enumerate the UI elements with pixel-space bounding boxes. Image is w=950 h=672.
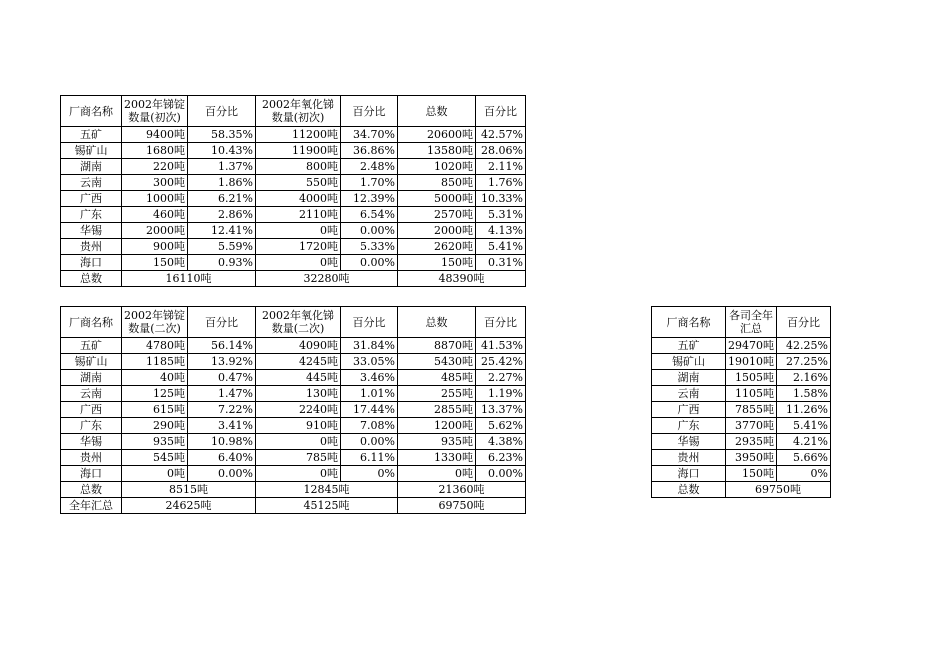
table-cell: 255吨 <box>398 386 476 402</box>
col-header: 2002年氧化锑数量(二次) <box>256 307 341 338</box>
table-cell: 25.42% <box>476 354 526 370</box>
table-cell: 4.38% <box>476 434 526 450</box>
vendor-name: 广西 <box>652 402 726 418</box>
summary-label: 总数 <box>61 482 122 498</box>
table-cell: 1.37% <box>188 159 256 175</box>
table-cell: 0.31% <box>476 255 526 271</box>
table-cell: 1.86% <box>188 175 256 191</box>
table-cell: 58.35% <box>188 127 256 143</box>
table-cell: 1000吨 <box>122 191 188 207</box>
table-row <box>652 402 831 418</box>
table-cell: 4090吨 <box>256 338 341 354</box>
table-cell: 1.76% <box>476 175 526 191</box>
vendor-name: 云南 <box>652 386 726 402</box>
t2-body <box>61 307 526 514</box>
table-cell: 150吨 <box>726 466 777 482</box>
table-cell: 6.21% <box>188 191 256 207</box>
table-row <box>61 418 526 434</box>
table-cell: 1.47% <box>188 386 256 402</box>
table-cell: 2935吨 <box>726 434 777 450</box>
table-cell: 0.00% <box>341 434 398 450</box>
table-cell: 4780吨 <box>122 338 188 354</box>
col-header: 总数 <box>398 96 476 127</box>
table-cell: 7855吨 <box>726 402 777 418</box>
table-cell: 2.16% <box>777 370 831 386</box>
vendor-name: 海口 <box>61 255 122 271</box>
table-cell: 4.21% <box>777 434 831 450</box>
table-cell: 1.58% <box>777 386 831 402</box>
vendor-name: 锡矿山 <box>61 143 122 159</box>
table-cell: 0吨 <box>256 434 341 450</box>
table-cell: 17.44% <box>341 402 398 418</box>
col-header: 厂商名称 <box>61 307 122 338</box>
summary-label: 总数 <box>61 271 122 287</box>
table-cell: 56.14% <box>188 338 256 354</box>
table-cell: 900吨 <box>122 239 188 255</box>
vendor-name: 华锡 <box>61 434 122 450</box>
table-cell: 13580吨 <box>398 143 476 159</box>
summary-label: 总数 <box>652 482 726 498</box>
table-cell: 615吨 <box>122 402 188 418</box>
table-cell: 19010吨 <box>726 354 777 370</box>
table-row <box>61 223 526 239</box>
col-header: 厂商名称 <box>61 96 122 127</box>
total-row <box>61 271 526 287</box>
table-cell: 9400吨 <box>122 127 188 143</box>
summary-value: 69750吨 <box>726 482 831 498</box>
table-cell: 1330吨 <box>398 450 476 466</box>
table-cell: 3.46% <box>341 370 398 386</box>
vendor-name: 锡矿山 <box>652 354 726 370</box>
vendor-name: 海口 <box>61 466 122 482</box>
table-cell: 0.00% <box>341 255 398 271</box>
table-cell: 1.01% <box>341 386 398 402</box>
table-cell: 12.39% <box>341 191 398 207</box>
table-row <box>61 159 526 175</box>
table-cell: 6.40% <box>188 450 256 466</box>
table-cell: 1200吨 <box>398 418 476 434</box>
initial-production-table <box>60 95 526 287</box>
table-cell: 150吨 <box>398 255 476 271</box>
table-cell: 220吨 <box>122 159 188 175</box>
vendor-name: 湖南 <box>61 370 122 386</box>
table-cell: 7.08% <box>341 418 398 434</box>
t1-body <box>61 96 526 287</box>
summary-value: 48390吨 <box>398 271 526 287</box>
vendor-name: 五矿 <box>61 338 122 354</box>
table-cell: 2.48% <box>341 159 398 175</box>
table-cell: 20600吨 <box>398 127 476 143</box>
table-cell: 11200吨 <box>256 127 341 143</box>
table-cell: 0% <box>341 466 398 482</box>
vendor-name: 广西 <box>61 402 122 418</box>
table-cell: 2570吨 <box>398 207 476 223</box>
table-cell: 0.00% <box>341 223 398 239</box>
table-cell: 5.41% <box>777 418 831 434</box>
table-cell: 130吨 <box>256 386 341 402</box>
table-cell: 42.57% <box>476 127 526 143</box>
table-cell: 0吨 <box>256 255 341 271</box>
table-row <box>652 386 831 402</box>
table-cell: 2000吨 <box>398 223 476 239</box>
vendor-name: 五矿 <box>61 127 122 143</box>
vendor-name: 五矿 <box>652 338 726 354</box>
table-cell: 800吨 <box>256 159 341 175</box>
table-cell: 7.22% <box>188 402 256 418</box>
table-row <box>652 434 831 450</box>
table-cell: 1.19% <box>476 386 526 402</box>
table-row <box>652 338 831 354</box>
col-header: 各司全年汇总 <box>726 307 777 338</box>
table-cell: 5430吨 <box>398 354 476 370</box>
vendor-name: 锡矿山 <box>61 354 122 370</box>
table-cell: 2.86% <box>188 207 256 223</box>
table-cell: 290吨 <box>122 418 188 434</box>
table-cell: 935吨 <box>122 434 188 450</box>
table-cell: 935吨 <box>398 434 476 450</box>
vendor-name: 云南 <box>61 175 122 191</box>
secondary-production-table <box>60 306 526 514</box>
table-cell: 5.59% <box>188 239 256 255</box>
table-cell: 1505吨 <box>726 370 777 386</box>
table-cell: 1.70% <box>341 175 398 191</box>
table-cell: 40吨 <box>122 370 188 386</box>
table-cell: 2240吨 <box>256 402 341 418</box>
table-row <box>61 386 526 402</box>
vendor-name: 广东 <box>652 418 726 434</box>
table-row <box>61 255 526 271</box>
table-cell: 2855吨 <box>398 402 476 418</box>
table-cell: 10.98% <box>188 434 256 450</box>
summary-value: 21360吨 <box>398 482 526 498</box>
t3-body <box>652 307 831 498</box>
table-cell: 3950吨 <box>726 450 777 466</box>
table-row <box>652 370 831 386</box>
table-cell: 125吨 <box>122 386 188 402</box>
table-cell: 150吨 <box>122 255 188 271</box>
table-cell: 8870吨 <box>398 338 476 354</box>
table-row <box>61 354 526 370</box>
table-cell: 41.53% <box>476 338 526 354</box>
table-cell: 11.26% <box>777 402 831 418</box>
table-row <box>652 450 831 466</box>
table-cell: 5000吨 <box>398 191 476 207</box>
table-cell: 10.33% <box>476 191 526 207</box>
table-cell: 5.31% <box>476 207 526 223</box>
total-row <box>652 482 831 498</box>
table-cell: 2000吨 <box>122 223 188 239</box>
table-row <box>61 450 526 466</box>
vendor-name: 广东 <box>61 207 122 223</box>
table-cell: 0吨 <box>256 223 341 239</box>
table-cell: 27.25% <box>777 354 831 370</box>
col-header: 2002年氧化锑数量(初次) <box>256 96 341 127</box>
table-cell: 0.00% <box>188 466 256 482</box>
col-header: 总数 <box>398 307 476 338</box>
col-header: 百分比 <box>476 96 526 127</box>
vendor-name: 广西 <box>61 191 122 207</box>
summary-label: 全年汇总 <box>61 498 122 514</box>
table-row <box>61 191 526 207</box>
table-cell: 0吨 <box>256 466 341 482</box>
col-header: 厂商名称 <box>652 307 726 338</box>
table-cell: 5.62% <box>476 418 526 434</box>
header-row <box>652 307 831 338</box>
table-cell: 850吨 <box>398 175 476 191</box>
header-row <box>61 307 526 338</box>
col-header: 2002年锑锭数量(初次) <box>122 96 188 127</box>
annual-total-row <box>61 498 526 514</box>
table-cell: 4245吨 <box>256 354 341 370</box>
summary-value: 32280吨 <box>256 271 398 287</box>
table-cell: 1105吨 <box>726 386 777 402</box>
table-row <box>61 370 526 386</box>
col-header: 百分比 <box>341 307 398 338</box>
table-row <box>61 338 526 354</box>
table-cell: 1185吨 <box>122 354 188 370</box>
table-cell: 5.41% <box>476 239 526 255</box>
table-cell: 6.54% <box>341 207 398 223</box>
table-cell: 33.05% <box>341 354 398 370</box>
table-cell: 545吨 <box>122 450 188 466</box>
vendor-name: 湖南 <box>652 370 726 386</box>
table-cell: 36.86% <box>341 143 398 159</box>
table-cell: 0吨 <box>398 466 476 482</box>
table-cell: 460吨 <box>122 207 188 223</box>
table-cell: 0.47% <box>188 370 256 386</box>
table-row <box>61 434 526 450</box>
summary-value: 16110吨 <box>122 271 256 287</box>
table-cell: 42.25% <box>777 338 831 354</box>
table-cell: 0% <box>777 466 831 482</box>
table-cell: 29470吨 <box>726 338 777 354</box>
vendor-name: 贵州 <box>61 450 122 466</box>
col-header: 2002年锑锭数量(二次) <box>122 307 188 338</box>
col-header: 百分比 <box>188 307 256 338</box>
col-header: 百分比 <box>188 96 256 127</box>
table-cell: 0吨 <box>122 466 188 482</box>
table-cell: 1680吨 <box>122 143 188 159</box>
table-cell: 13.37% <box>476 402 526 418</box>
table-cell: 445吨 <box>256 370 341 386</box>
vendor-name: 贵州 <box>652 450 726 466</box>
col-header: 百分比 <box>341 96 398 127</box>
table-cell: 11900吨 <box>256 143 341 159</box>
total-row <box>61 482 526 498</box>
table-row <box>652 354 831 370</box>
table-cell: 550吨 <box>256 175 341 191</box>
table-row <box>61 402 526 418</box>
vendor-name: 华锡 <box>61 223 122 239</box>
vendor-name: 广东 <box>61 418 122 434</box>
table-cell: 1020吨 <box>398 159 476 175</box>
vendor-name: 贵州 <box>61 239 122 255</box>
table-cell: 300吨 <box>122 175 188 191</box>
header-row <box>61 96 526 127</box>
table-cell: 485吨 <box>398 370 476 386</box>
table-row <box>61 207 526 223</box>
table-cell: 4.13% <box>476 223 526 239</box>
annual-summary-table <box>651 306 831 498</box>
table-cell: 6.23% <box>476 450 526 466</box>
summary-value: 69750吨 <box>398 498 526 514</box>
table-cell: 2110吨 <box>256 207 341 223</box>
vendor-name: 云南 <box>61 386 122 402</box>
table-cell: 5.66% <box>777 450 831 466</box>
vendor-name: 海口 <box>652 466 726 482</box>
table-cell: 0.00% <box>476 466 526 482</box>
table-cell: 3.41% <box>188 418 256 434</box>
col-header: 百分比 <box>476 307 526 338</box>
summary-value: 45125吨 <box>256 498 398 514</box>
table-cell: 785吨 <box>256 450 341 466</box>
table-cell: 2.11% <box>476 159 526 175</box>
table-cell: 10.43% <box>188 143 256 159</box>
table-row <box>61 466 526 482</box>
table-row <box>652 418 831 434</box>
table-cell: 2.27% <box>476 370 526 386</box>
vendor-name: 华锡 <box>652 434 726 450</box>
table-row <box>61 143 526 159</box>
table-cell: 31.84% <box>341 338 398 354</box>
summary-value: 8515吨 <box>122 482 256 498</box>
table-cell: 2620吨 <box>398 239 476 255</box>
table-cell: 12.41% <box>188 223 256 239</box>
table-row <box>61 127 526 143</box>
vendor-name: 湖南 <box>61 159 122 175</box>
table-cell: 4000吨 <box>256 191 341 207</box>
table-cell: 28.06% <box>476 143 526 159</box>
summary-value: 12845吨 <box>256 482 398 498</box>
col-header: 百分比 <box>777 307 831 338</box>
table-cell: 0.93% <box>188 255 256 271</box>
summary-value: 24625吨 <box>122 498 256 514</box>
table-cell: 34.70% <box>341 127 398 143</box>
table-row <box>652 466 831 482</box>
table-cell: 5.33% <box>341 239 398 255</box>
table-row <box>61 239 526 255</box>
table-cell: 910吨 <box>256 418 341 434</box>
table-cell: 6.11% <box>341 450 398 466</box>
table-cell: 3770吨 <box>726 418 777 434</box>
table-cell: 1720吨 <box>256 239 341 255</box>
table-row <box>61 175 526 191</box>
table-cell: 13.92% <box>188 354 256 370</box>
